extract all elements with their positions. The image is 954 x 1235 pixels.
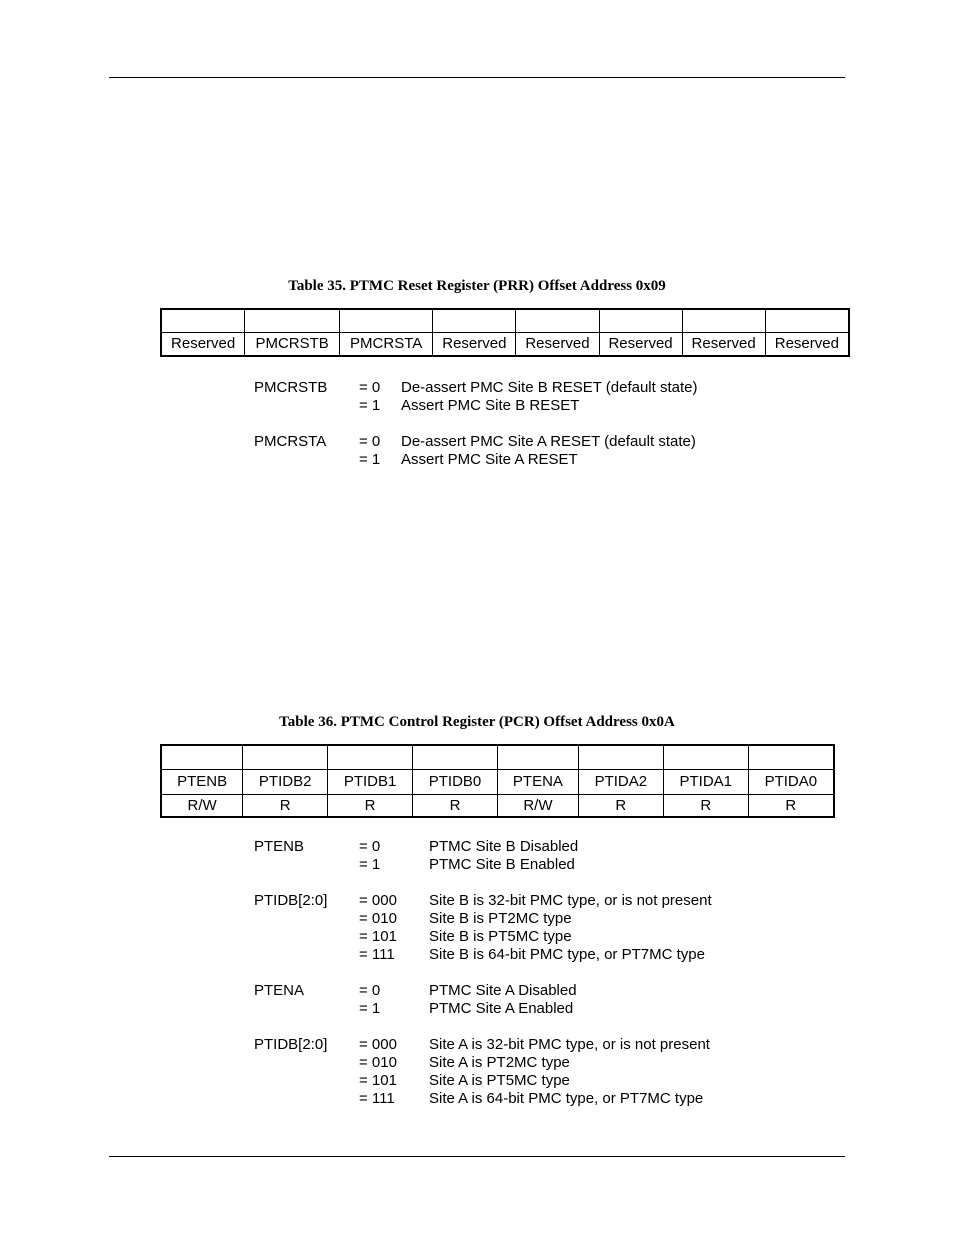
field-cell: PMCRSTB [245,332,340,356]
field-cell: PTIDB0 [413,769,498,794]
field-cell: PTIDA0 [748,769,834,794]
field-meaning: Site A is 64-bit PMC type, or PT7MC type [429,1090,704,1107]
desc-row [0,910,954,928]
access-cell: R/W [161,794,243,817]
access-cell: R [413,794,498,817]
desc-row [0,838,954,856]
field-value: = 111 [359,946,395,963]
bit-cell [161,309,245,332]
field-cell: Reserved [161,332,245,356]
field-cell: PTIDB1 [328,769,413,794]
desc-row [0,1054,954,1072]
field-cell: PTIDA1 [663,769,748,794]
field-name: PMCRSTA [254,433,327,450]
field-value: = 000 [359,892,397,909]
field-cell: PTIDA2 [578,769,663,794]
bit-cell [765,309,849,332]
field-cell: Reserved [433,332,516,356]
bit-cell [245,309,340,332]
bit-cell [433,309,516,332]
access-cell: R [663,794,748,817]
field-name: PTIDB[2:0] [254,1036,328,1053]
bit-cell [748,745,834,769]
field-value: = 1 [359,397,381,414]
field-value: = 0 [359,433,381,450]
field-meaning: PTMC Site B Enabled [429,856,575,873]
field-meaning: Site B is PT5MC type [429,928,572,945]
field-name: PTENA [254,982,305,999]
field-value: = 1 [359,1000,381,1017]
bit-cell [243,745,328,769]
desc-row [0,1072,954,1090]
desc-row [0,856,954,874]
field-value: = 010 [359,1054,397,1071]
desc-row [0,397,954,415]
field-meaning: Site B is 32-bit PMC type, or is not present [429,892,712,909]
bit-cell [578,745,663,769]
desc-row [0,1000,954,1018]
bit-cell [413,745,498,769]
table-36-pcr [160,744,835,818]
table-36-description [0,838,954,1108]
bit-cell [497,745,578,769]
field-value: = 111 [359,1090,395,1107]
field-cell: PTIDB2 [243,769,328,794]
bit-cell [663,745,748,769]
field-cell: PMCRSTA [339,332,432,356]
bit-cell [328,745,413,769]
field-value: = 0 [359,838,381,855]
field-cell: PTENA [497,769,578,794]
desc-row [0,946,954,964]
access-cell: R [243,794,328,817]
table-35-prr [160,308,850,357]
field-cell: Reserved [599,332,682,356]
bit-cell [682,309,765,332]
field-value: = 000 [359,1036,397,1053]
field-meaning: Site B is PT2MC type [429,910,572,927]
field-name: PTIDB[2:0] [254,892,328,909]
field-meaning: PTMC Site A Disabled [429,982,577,999]
field-value: = 101 [359,1072,397,1089]
desc-row [0,451,954,469]
field-meaning: Site A is PT2MC type [429,1054,570,1071]
footer-rule [109,1156,845,1157]
field-value: = 1 [359,451,381,468]
field-value: = 1 [359,856,381,873]
field-meaning: De-assert PMC Site B RESET (default state) [401,379,698,396]
field-meaning: PTMC Site B Disabled [429,838,579,855]
field-meaning: Site B is 64-bit PMC type, or PT7MC type [429,946,705,963]
desc-row [0,379,954,397]
field-meaning: Assert PMC Site A RESET [401,451,578,468]
field-meaning: Assert PMC Site B RESET [401,397,580,414]
header-rule [109,77,845,78]
desc-row [0,1036,954,1054]
access-cell: R/W [497,794,578,817]
field-meaning: PTMC Site A Enabled [429,1000,574,1017]
field-cell: Reserved [516,332,599,356]
bit-cell [161,745,243,769]
field-meaning: Site A is 32-bit PMC type, or is not present [429,1036,710,1053]
desc-row [0,982,954,1000]
access-cell: R [328,794,413,817]
access-cell: R [748,794,834,817]
desc-row [0,433,954,451]
table-36-caption: Table 36. PTMC Control Register (PCR) Offset Address 0x0A [279,714,675,730]
table-35-description [0,379,954,469]
field-name: PTENB [254,838,305,855]
field-meaning: De-assert PMC Site A RESET (default state) [401,433,696,450]
field-value: = 0 [359,379,381,396]
access-cell: R [578,794,663,817]
bit-cell [599,309,682,332]
bit-cell [516,309,599,332]
field-cell: Reserved [765,332,849,356]
field-value: = 101 [359,928,397,945]
table-35-caption: Table 35. PTMC Reset Register (PRR) Offset Address 0x09 [288,278,666,294]
field-value: = 010 [359,910,397,927]
desc-row [0,1090,954,1108]
field-cell: PTENB [161,769,243,794]
field-value: = 0 [359,982,381,999]
field-name: PMCRSTB [254,379,328,396]
field-cell: Reserved [682,332,765,356]
bit-cell [339,309,432,332]
desc-row [0,928,954,946]
desc-row [0,892,954,910]
field-meaning: Site A is PT5MC type [429,1072,570,1089]
